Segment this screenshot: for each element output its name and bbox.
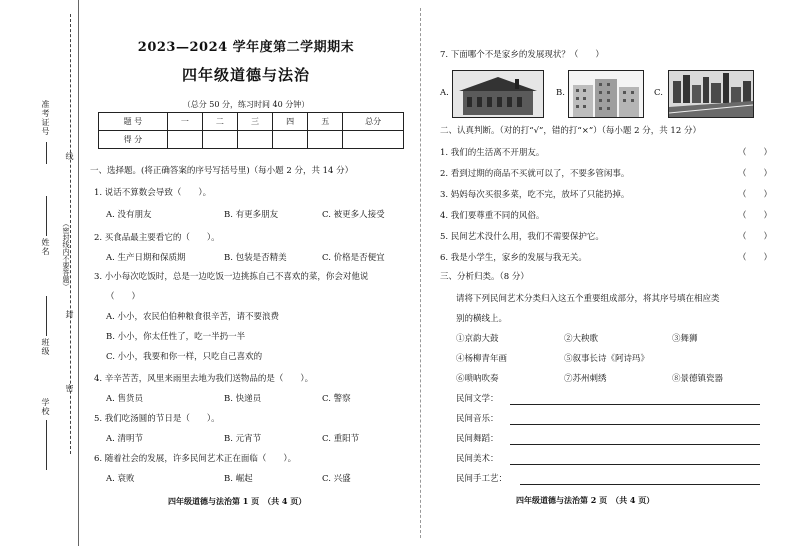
q4-option-a[interactable]: A. 售货员 <box>106 394 144 404</box>
score-cell[interactable] <box>273 131 308 149</box>
q5-option-a[interactable]: A. 清明节 <box>106 434 144 444</box>
q7-option-c-label[interactable]: C. <box>654 88 663 98</box>
school-line <box>46 420 47 470</box>
judge-4: 4. 我们要尊重不同的风俗。 <box>440 211 545 221</box>
folk-handicraft-answer-line[interactable] <box>520 484 760 485</box>
folk-dance-answer-line[interactable] <box>510 444 760 445</box>
judge-3: 3. 妈妈每次买很多菜，吃不完，放坏了只能扔掉。 <box>440 190 630 200</box>
q3-option-c[interactable]: C. 小小，我要和你一样，只吃自己喜欢的 <box>106 352 263 362</box>
section-3-intro-line-1: 请将下列民间艺术分类归入这五个重要组成部分，将其序号填在相应类 <box>456 294 720 304</box>
question-1: 1. 说话不算数会导致（ ）。 <box>94 188 212 198</box>
category-folk-dance: 民间舞蹈： <box>456 434 499 444</box>
judge-1: 1. 我们的生活离不开朋友。 <box>440 148 545 158</box>
score-cell[interactable] <box>167 131 202 149</box>
section-3-heading: 三、分析归类。（8 分） <box>440 272 529 282</box>
section-2-heading: 二、认真判断。（对的打“√”，错的打“×”）（每小题 2 分，共 12 分） <box>440 126 701 136</box>
folk-fine-art-answer-line[interactable] <box>510 464 760 465</box>
question-3: 3. 小小每次吃饭时，总是一边吃饭一边挑拣自己不喜欢的菜，你会对他说 <box>94 272 369 282</box>
score-table-header <box>99 113 404 131</box>
school-label: 学校 <box>41 398 50 416</box>
folk-art-item-4: ④杨柳青年画 <box>456 354 508 364</box>
exam-title: 2023—2024 学年度第二学期期末 <box>137 40 355 55</box>
page-1-footer: 四年级道德与法治第 1 页 （共 4 页） <box>168 496 307 506</box>
page-divider <box>420 8 421 538</box>
class-line <box>46 296 47 336</box>
score-table-row <box>99 131 404 149</box>
class-label: 班级 <box>41 338 50 356</box>
exam-number-label: 准考证号 <box>41 100 50 136</box>
q7-option-c-image[interactable] <box>668 70 754 118</box>
judge-5-answer[interactable]: （ ） <box>738 232 773 242</box>
name-label: 姓名 <box>41 238 50 256</box>
city-skyline-highway-icon <box>669 71 753 117</box>
no-answer-notice: （密封线内不要答题） <box>62 220 70 290</box>
q1-option-c[interactable]: C. 被更多人接受 <box>322 210 385 220</box>
question-2: 2. 买食品最主要看它的（ ）。 <box>94 233 220 243</box>
q2-option-b[interactable]: B. 包装是否精美 <box>224 253 287 263</box>
q1-option-b[interactable]: B. 有更多朋友 <box>224 210 279 220</box>
folk-art-item-2: ②大秧歌 <box>564 334 599 344</box>
seal-line-word: 线 <box>65 152 74 161</box>
judge-4-answer[interactable]: （ ） <box>738 211 773 221</box>
old-brick-building-icon <box>453 71 543 117</box>
q5-option-b[interactable]: B. 元宵节 <box>224 434 262 444</box>
q7-option-a-label[interactable]: A. <box>440 88 449 98</box>
question-4: 4. 辛辛苦苦，风里来雨里去地为我们送物品的是（ ）。 <box>94 374 314 384</box>
q3-answer-paren: （ ） <box>106 292 141 302</box>
folk-art-item-7: ⑦苏州刺绣 <box>564 374 607 384</box>
apartment-buildings-icon <box>569 71 643 117</box>
judge-5: 5. 民间艺术没什么用，我们不需要保护它。 <box>440 232 604 242</box>
q6-option-b[interactable]: B. 崛起 <box>224 474 253 484</box>
q1-option-a[interactable]: A. 没有朋友 <box>106 210 152 220</box>
score-header-cell: 四 <box>273 113 308 131</box>
page-2-footer: 四年级道德与法治第 2 页 （共 4 页） <box>516 495 655 505</box>
folk-art-item-8: ⑧景德镇瓷器 <box>672 374 724 384</box>
score-header-cell: 一 <box>167 113 202 131</box>
section-1-heading: 一、选择题。(将正确答案的序号写括号里)（每小题 2 分，共 14 分） <box>90 166 354 176</box>
folk-art-item-1: ①京韵大鼓 <box>456 334 499 344</box>
q5-option-c[interactable]: C. 重阳节 <box>322 434 360 444</box>
exam-number-line <box>46 142 47 164</box>
category-folk-music: 民间音乐： <box>456 414 499 424</box>
judge-2: 2. 看到过期的商品不买就可以了，不要多管闲事。 <box>440 169 630 179</box>
category-folk-literature: 民间文学： <box>456 394 499 404</box>
score-header-cell: 二 <box>202 113 237 131</box>
q3-option-a[interactable]: A. 小小，农民伯伯种粮食很辛苦，请不要浪费 <box>106 312 280 322</box>
exam-meta: （总分 50 分，练习时间 40 分钟） <box>182 100 310 109</box>
score-header-cell: 总分 <box>343 113 404 131</box>
question-5: 5. 我们吃汤圆的节日是（ ）。 <box>94 414 220 424</box>
q7-option-b-label[interactable]: B. <box>556 88 565 98</box>
seal-word: 封 <box>65 310 74 319</box>
q6-option-c[interactable]: C. 兴盛 <box>322 474 351 484</box>
fold-word: 密 <box>65 384 74 393</box>
score-header-cell: 五 <box>308 113 343 131</box>
score-cell[interactable] <box>202 131 237 149</box>
q6-option-a[interactable]: A. 衰败 <box>106 474 135 484</box>
score-cell[interactable] <box>308 131 343 149</box>
q4-option-b[interactable]: B. 快递员 <box>224 394 262 404</box>
q4-option-c[interactable]: C. 警察 <box>322 394 351 404</box>
category-folk-fine-art: 民间美术： <box>456 454 499 464</box>
score-cell[interactable] <box>343 131 404 149</box>
subject-title: 四年级道德与法治 <box>181 66 310 84</box>
score-header-cell: 题 号 <box>99 113 168 131</box>
score-header-cell: 三 <box>237 113 272 131</box>
folk-music-answer-line[interactable] <box>510 424 760 425</box>
folk-art-item-3: ③舞狮 <box>672 334 698 344</box>
question-6: 6. 随着社会的发展，许多民间艺术正在面临（ ）。 <box>94 454 297 464</box>
judge-6-answer[interactable]: （ ） <box>738 253 773 263</box>
folk-literature-answer-line[interactable] <box>510 404 760 405</box>
q2-option-c[interactable]: C. 价格是否便宜 <box>322 253 385 263</box>
judge-1-answer[interactable]: （ ） <box>738 148 773 158</box>
name-line <box>46 196 47 236</box>
binding-strip <box>0 0 82 546</box>
q2-option-a[interactable]: A. 生产日期和保质期 <box>106 253 186 263</box>
score-cell[interactable] <box>237 131 272 149</box>
q7-option-b-image[interactable] <box>568 70 644 118</box>
folk-art-item-5: ⑤叙事长诗《阿诗玛》 <box>564 354 650 364</box>
q7-option-a-image[interactable] <box>452 70 544 118</box>
binding-edge-line <box>78 0 79 546</box>
judge-3-answer[interactable]: （ ） <box>738 190 773 200</box>
score-row-label: 得 分 <box>99 131 168 149</box>
judge-2-answer[interactable]: （ ） <box>738 169 773 179</box>
category-folk-handicraft: 民间手工艺： <box>456 474 508 484</box>
score-table <box>98 112 404 149</box>
q3-option-b[interactable]: B. 小小，你太任性了，吃一半扔一半 <box>106 332 246 342</box>
question-7: 7. 下面哪个不是家乡的发展现状？（ ） <box>440 50 604 60</box>
judge-6: 6. 我是小学生，家乡的发展与我无关。 <box>440 253 587 263</box>
folk-art-item-6: ⑥唢呐吹奏 <box>456 374 499 384</box>
section-3-intro-line-2: 别的横线上。 <box>456 314 508 324</box>
